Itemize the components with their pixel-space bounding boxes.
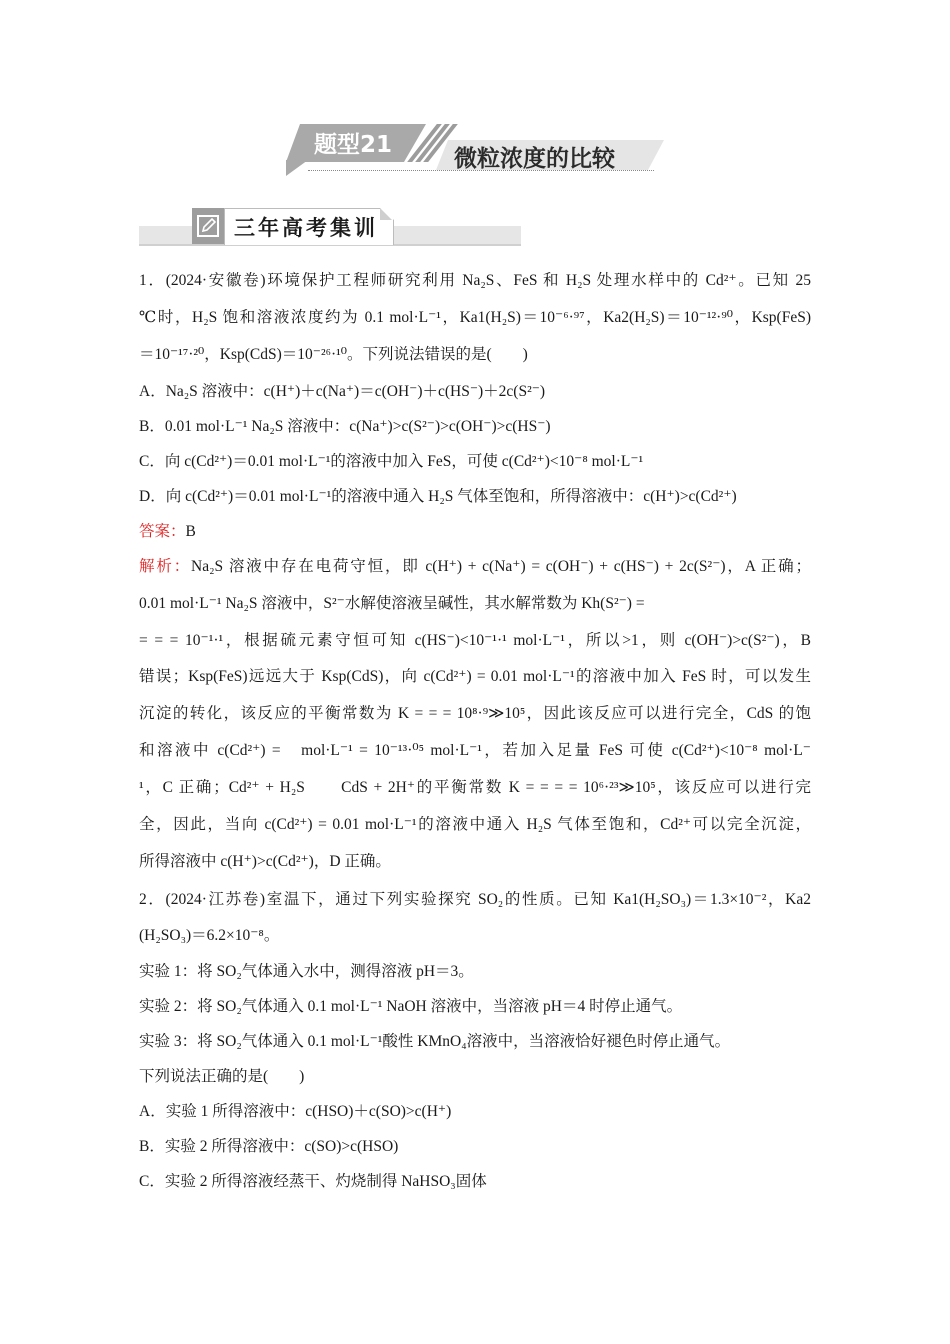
option-text: 向 c(Cd²⁺)＝0.01 mol·L⁻¹的溶液中加入 FeS，可使 c(Cd²⁺)<10⁻⁸ mol·L⁻¹ (164, 453, 644, 470)
q1-number: 1． (139, 272, 166, 289)
option-text: 实验 2 所得溶液经蒸干、灼烧制得 NaHSO₃固体 (164, 1173, 487, 1190)
q1-stem-line-3: ＝10⁻¹⁷·²⁰，Ksp(CdS)＝10⁻²⁶·¹⁰。下列说法错误的是( ) (139, 346, 528, 363)
option-text: Na₂S 溶液中：c(H⁺)＋c(Na⁺)＝c(OH⁻)＋c(HS⁻)＋2c(S²⁻) (165, 383, 546, 400)
title-banner (286, 122, 666, 178)
q1-option-b (139, 417, 551, 437)
option-key: D． (139, 488, 166, 505)
q1-answer (139, 522, 196, 542)
q1-analysis-line-4: 错误；Ksp(FeS)远远大于 Ksp(CdS)，向 c(Cd²⁺) = 0.01 mol·L⁻¹的溶液中加入 FeS 时，可以发生 (139, 668, 811, 685)
option-key: A． (139, 383, 166, 400)
q1-option-c (139, 452, 643, 472)
q2-experiment-2: 实验 2：将 SO₂气体通入 0.1 mol·L⁻¹ NaOH 溶液中，当溶液 pH＝4 时停止通气。 (139, 998, 683, 1015)
q2-number: 2． (139, 891, 166, 908)
q1-analysis-line-3: = = = 10⁻¹·¹，根据硫元素守恒可知 c(HS⁻)<10⁻¹·¹ mol·L⁻¹，所以>1，则 c(OH⁻)>c(S²⁻)，B (139, 632, 811, 649)
q1-stem-line-2: ℃时，H₂S 饱和溶液浓度约为 0.1 mol·L⁻¹，Ka1(H₂S)＝10⁻⁶·⁹⁷，Ka2(H₂S)＝10⁻¹²·⁹⁰，Ksp(FeS) (139, 309, 811, 326)
option-key: C． (139, 1173, 165, 1190)
option-key: B． (139, 418, 165, 435)
analysis-label: 解析： (139, 558, 192, 575)
option-key: C． (139, 453, 165, 470)
title-badge-tail (286, 160, 308, 176)
q2-option-c (139, 1172, 487, 1192)
option-text: 实验 2 所得溶液中：c(SO)>c(HSO) (164, 1138, 399, 1155)
q2-experiment-3: 实验 3：将 SO₂气体通入 0.1 mol·L⁻¹酸性 KMnO₄溶液中，当溶液恰好褪色时停止通气。 (139, 1033, 731, 1050)
q1-analysis-line-5: 沉淀的转化，该反应的平衡常数为 K = = = 10⁸·⁹≫10⁵，因此该反应可以进行完全，CdS 的饱 (139, 705, 811, 722)
analysis-text: Na₂S 溶液中存在电荷守恒，即 c(H⁺) + c(Na⁺) = c(OH⁻) + c(HS⁻) + 2c(S²⁻)，A 正确； (191, 558, 811, 575)
option-key: A． (139, 1103, 166, 1120)
q2-source: (2024·江苏卷) (165, 891, 266, 908)
q1-source: (2024·安徽卷) (165, 272, 266, 289)
q2-option-b (139, 1137, 398, 1157)
q2-option-a (139, 1102, 451, 1122)
question-type-badge: 题型21 (314, 132, 393, 158)
section-title: 三年高考集训 (234, 216, 378, 240)
answer-value: B (185, 523, 196, 540)
q2-stem-text-1: 室温下，通过下列实验探究 SO₂的性质。已知 Ka1(H₂SO₃)＝1.3×10⁻²，Ka2 (265, 891, 811, 908)
q1-analysis-line-1 (139, 557, 811, 577)
q2-stem-line-2: (H₂SO₃)＝6.2×10⁻⁸。 (139, 927, 280, 944)
title-underline (308, 170, 654, 171)
q1-analysis-line-9: 所得溶液中 c(H⁺)>c(Cd²⁺)，D 正确。 (139, 853, 391, 870)
q1-stem-text-1: 环境保护工程师研究利用 Na₂S、FeS 和 H₂S 处理水样中的 Cd²⁺。已知 25 (265, 272, 811, 289)
q2-experiment-1: 实验 1：将 SO₂气体通入水中，测得溶液 pH＝3。 (139, 963, 474, 980)
q2-prompt: 下列说法正确的是( ) (139, 1068, 305, 1085)
q1-analysis-line-6: 和溶液中 c(Cd²⁺) = mol·L⁻¹ = 10⁻¹³·⁰⁵ mol·L⁻¹，若加入足量 FeS 可使 c(Cd²⁺)<10⁻⁸ mol·L⁻ (139, 742, 811, 759)
page-title: 微粒浓度的比较 (454, 146, 615, 172)
section-icon-box (192, 208, 224, 244)
q1-option-a (139, 382, 545, 402)
answer-label: 答案： (139, 523, 186, 540)
q1-option-d (139, 487, 737, 507)
q1-analysis-line-7: ¹，C 正确；Cd²⁺ + H₂S CdS + 2H⁺的平衡常数 K = = = = 10⁶·²³≫10⁵，该反应可以进行完 (139, 779, 811, 796)
option-text: 实验 1 所得溶液中：c(HSO)＋c(SO)>c(H⁺) (165, 1103, 452, 1120)
option-key: B． (139, 1138, 165, 1155)
q1-analysis-line-2: 0.01 mol·L⁻¹ Na₂S 溶液中，S²⁻水解使溶液呈碱性，其水解常数为 Kh(S²⁻) = (139, 595, 645, 612)
pencil-edit-icon (197, 215, 219, 237)
q1-analysis-line-8: 全，因此，当向 c(Cd²⁺) = 0.01 mol·L⁻¹的溶液中通入 H₂S 气体至饱和，Cd²⁺可以完全沉淀， (139, 816, 811, 833)
q1-stem-line-1 (139, 271, 811, 291)
option-text: 0.01 mol·L⁻¹ Na₂S 溶液中：c(Na⁺)>c(S²⁻)>c(OH⁻)>c(HS⁻) (164, 418, 551, 435)
option-text: 向 c(Cd²⁺)＝0.01 mol·L⁻¹的溶液中通入 H₂S 气体至饱和，所得溶液中：c(H⁺)>c(Cd²⁺) (165, 488, 737, 505)
q2-stem-line-1 (139, 890, 811, 910)
